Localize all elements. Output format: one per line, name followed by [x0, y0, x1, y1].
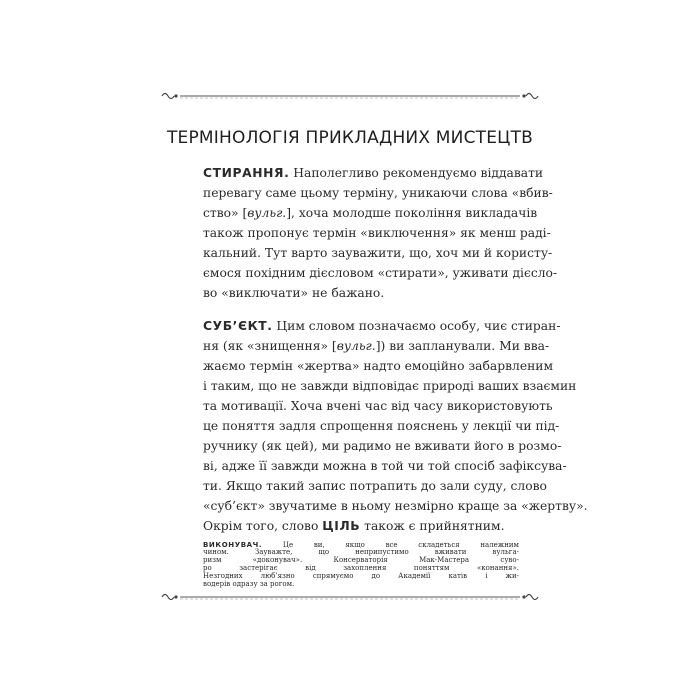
text-line [203, 456, 567, 476]
entry-text: Окрім того, слово [203, 519, 323, 533]
entry-text: також є прийнятним. [360, 519, 505, 533]
text-line [203, 436, 562, 456]
entry-term: СТИРАННЯ. [203, 166, 290, 180]
text-line [203, 496, 588, 516]
entry-text: ручнику (як цей), ми радимо не вживати його в розмо- [203, 439, 562, 453]
entry-text: ти. Якщо такий запис потрапить до зали суду, слово [203, 479, 547, 493]
entry-text: ]) ви запланували. Ми вва- [375, 339, 550, 353]
entry-text: і таким, що не завжди відповідає природі ваших взаємин [203, 379, 577, 393]
text-line [203, 243, 553, 263]
page-title: ТЕРМІНОЛОГІЯ ПРИКЛАДНИХ МИСТЕЦТВ [166, 128, 534, 148]
text-line [203, 396, 553, 416]
entry-text-italic: вульг. [336, 339, 376, 353]
text-line [203, 356, 554, 376]
entry-text: ві, адже її завжди можна в той чи той спосіб зафіксува- [203, 459, 567, 473]
entry-text: «суб’єкт» звучатиме в ньому незмірно краще за «жертву». [203, 499, 588, 513]
entry-text: чином. Зауважте, що неприпустимо вживати вульга- [203, 548, 519, 556]
entry-text: Це ви, якщо все складеться належним [262, 541, 519, 549]
text-line [203, 416, 560, 436]
entry-text: ство» [ [203, 206, 248, 220]
text-line [203, 183, 553, 203]
entry-text: во «виключати» не бажано. [203, 286, 385, 300]
entry-text: Цим словом позначаємо особу, чиє стиран- [272, 319, 561, 333]
entry-text: жаємо термін «жертва» надто емоційно забарвленим [203, 359, 554, 373]
entry-text: ризм «доконувач». Консерваторія Мак-Мастера суво- [203, 556, 519, 564]
entry-text: ня (як «знищення» [ [203, 339, 337, 353]
entry-term: ВИКОНУВАЧ. [203, 541, 263, 549]
entry-term-inline: ЦІЛЬ [322, 519, 361, 533]
entry-text: Незгодних люб’язно спрямуємо до Академії катів і жи- [203, 572, 519, 580]
text-line [203, 548, 519, 556]
text-line [203, 223, 551, 243]
text-line [203, 283, 519, 303]
text-line [203, 316, 561, 336]
text-line [203, 564, 519, 572]
text-line [203, 556, 519, 564]
entry-term: СУБ’ЄКТ. [203, 319, 273, 333]
text-line [203, 263, 558, 283]
text-line [203, 163, 544, 183]
bottom-ornament-rule [160, 591, 540, 603]
top-ornament-rule [160, 90, 540, 102]
entry-text: ], хоча молодше покоління викладачів [286, 206, 538, 220]
entry-text: також пропонує термін «виключення» як менш раді- [203, 226, 551, 240]
text-line [203, 336, 550, 356]
text-line [203, 516, 519, 536]
entry-text: це поняття задля спрощення пояснень у лекції чи під- [203, 419, 560, 433]
text-line [203, 203, 538, 223]
text-line [203, 572, 519, 580]
entry-text: Наполегливо рекомендуємо віддавати [289, 166, 544, 180]
entry-text: ро застерігає від захоплення поняттям «конання». [203, 564, 519, 572]
text-line [203, 476, 547, 496]
entry-text: та мотивації. Хоча вчені час від часу використовують [203, 399, 553, 413]
entry-text: ємося похідним дієсловом «стирати», уживати дієсло- [203, 266, 558, 280]
text-line [203, 376, 577, 396]
entry-text: водерів одразу за рогом. [203, 580, 295, 588]
entry-text-italic: вульг. [247, 206, 287, 220]
text-line [203, 580, 519, 588]
entry-text: перевагу саме цьому терміну, уникаючи слова «вбив- [203, 186, 553, 200]
entry-text: кальний. Тут варто зауважити, що, хоч ми й користу- [203, 246, 553, 260]
